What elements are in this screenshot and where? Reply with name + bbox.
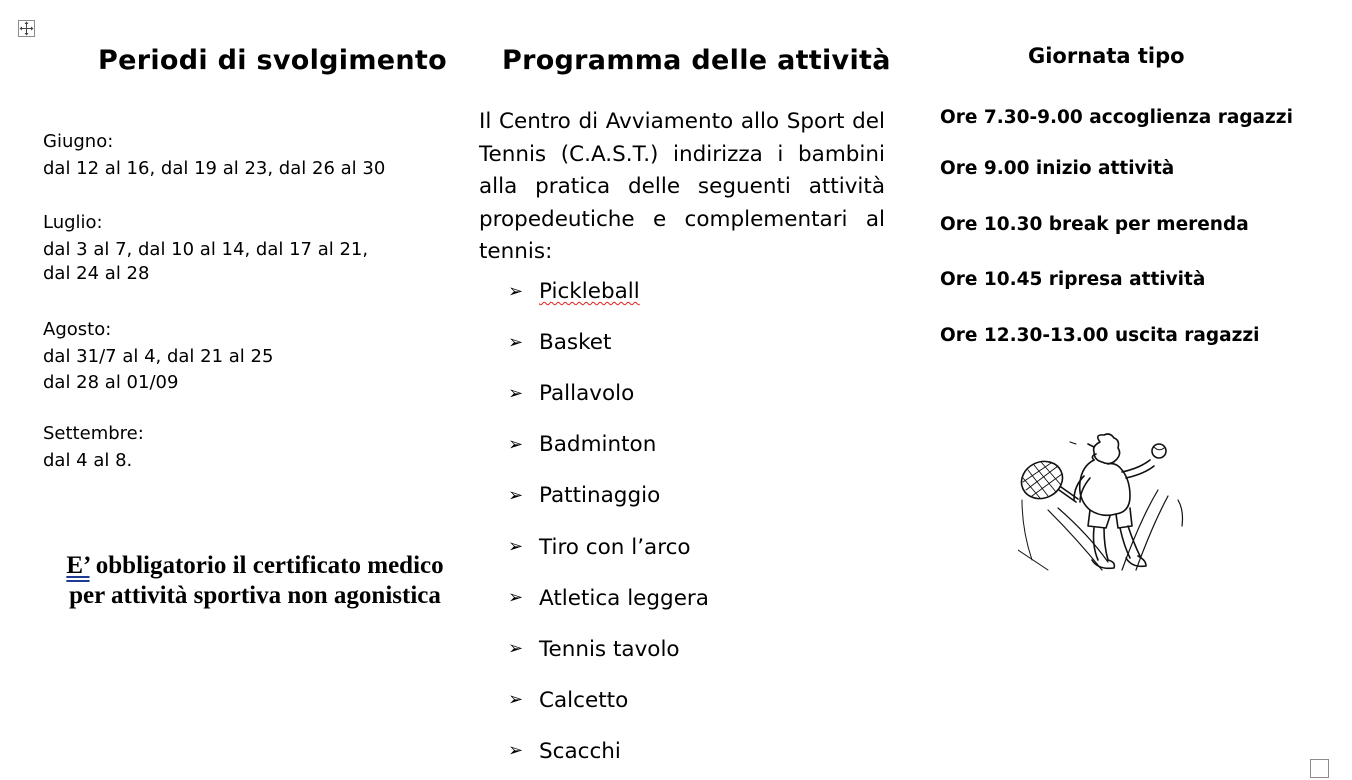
activity-label: Pattinaggio (539, 483, 661, 509)
period-july (43, 210, 368, 288)
notice-line-1 (40, 551, 470, 581)
activity-label: Scacchi (539, 738, 621, 764)
tennis-player-illustration (1018, 430, 1184, 576)
activity-label: Tennis tavolo (539, 636, 680, 662)
typical-day-title: Giornata tipo (1028, 44, 1185, 68)
activity-label: Tiro con l’arco (539, 534, 691, 560)
notice-prefix: E’ (66, 552, 90, 579)
arrow-bullet-icon: ➢ (508, 331, 524, 353)
list-item (508, 726, 709, 777)
period-month: Settembre: (43, 423, 144, 444)
schedule-item: Ore 7.30-9.00 accoglienza ragazzi (940, 107, 1293, 128)
period-month: Giugno: (43, 131, 114, 152)
program-title: Programma delle attività (502, 45, 891, 76)
activity-label: Pallavolo (539, 381, 635, 407)
period-month: Agosto: (43, 319, 112, 340)
periods-title: Periodi di svolgimento (98, 45, 447, 76)
arrow-bullet-icon: ➢ (508, 689, 524, 711)
activity-label: Atletica leggera (539, 585, 709, 611)
period-dates: dal 3 al 7, dal 10 al 14, dal 17 al 21, (43, 238, 369, 260)
schedule-item: Ore 9.00 inizio attività (940, 158, 1175, 179)
schedule-item: Ore 10.30 break per merenda (940, 214, 1249, 235)
list-item (508, 266, 709, 317)
period-dates: dal 4 al 8. (43, 449, 133, 471)
activity-label: Pickleball (539, 279, 640, 305)
activity-label: Calcetto (539, 687, 629, 713)
list-item (508, 573, 709, 624)
arrow-bullet-icon: ➢ (508, 484, 524, 506)
notice-line-2: per attività sportiva non agonistica (69, 582, 441, 609)
schedule-item: Ore 12.30-13.00 uscita ragazzi (940, 325, 1260, 346)
list-item (508, 624, 709, 675)
arrow-bullet-icon: ➢ (508, 740, 524, 762)
activity-label: Badminton (539, 432, 657, 458)
list-item (508, 470, 709, 521)
list-item (508, 521, 709, 572)
list-item (508, 368, 709, 419)
period-june (43, 129, 385, 182)
arrow-bullet-icon: ➢ (508, 638, 524, 660)
arrow-bullet-icon: ➢ (508, 382, 524, 404)
arrow-bullet-icon: ➢ (508, 536, 524, 558)
period-dates: dal 24 al 28 (43, 263, 150, 284)
medical-certificate-notice (40, 551, 470, 611)
arrow-bullet-icon: ➢ (508, 280, 524, 302)
period-september (43, 421, 144, 474)
activity-label: Basket (539, 330, 612, 356)
list-item (508, 419, 709, 470)
list-item (508, 675, 709, 726)
program-intro: Il Centro di Avviamento allo Sport del Tennis (C.A.S.T.) indirizza i bambini alla pratica delle seguenti attività propedeutiche e complementari al tennis: (479, 109, 885, 264)
period-dates: dal 31/7 al 4, dal 21 al 25 (43, 345, 274, 367)
table-resize-handle[interactable] (1310, 759, 1329, 778)
notice-line-1-rest: obbligatorio il certificato medico (89, 552, 444, 579)
arrow-bullet-icon: ➢ (508, 587, 524, 609)
period-dates: dal 12 al 16, dal 19 al 23, dal 26 al 30 (43, 157, 386, 179)
period-month: Luglio: (43, 212, 103, 233)
list-item (508, 317, 709, 368)
activities-list (508, 266, 709, 777)
table-move-handle[interactable] (18, 20, 35, 37)
period-dates: dal 28 al 01/09 (43, 372, 179, 393)
move-arrows-icon (19, 21, 34, 36)
schedule-item: Ore 10.45 ripresa attività (940, 269, 1206, 290)
period-august (43, 317, 273, 397)
arrow-bullet-icon: ➢ (508, 433, 524, 455)
